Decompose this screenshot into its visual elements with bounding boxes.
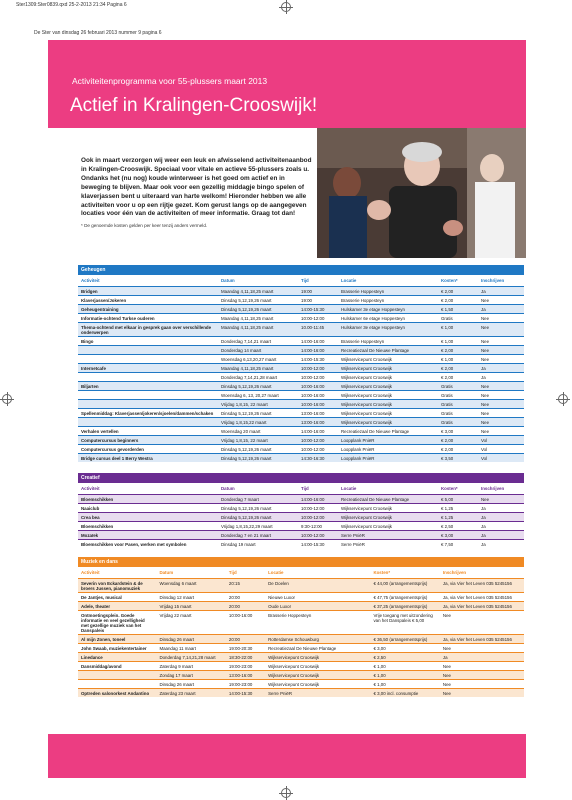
registration-mark-icon bbox=[2, 394, 12, 404]
table-cell: € 2,00 bbox=[441, 374, 454, 380]
table-cell: Hulskamer 3e etage Hoppesteyn bbox=[341, 306, 405, 312]
column-header: Tijd bbox=[298, 483, 338, 495]
table-row bbox=[78, 504, 524, 513]
table-cell: Ja bbox=[481, 306, 486, 312]
table-cell: Computercursus gevorderden bbox=[81, 446, 144, 452]
table-cell: Brasserie Hoppesteyn bbox=[341, 338, 385, 344]
table-cell: 14:00-15:30 bbox=[301, 541, 325, 547]
table-cell: Dinsdag 19 maart bbox=[221, 541, 256, 547]
table-row bbox=[78, 355, 524, 364]
table-cell: € 37,25 (arrangementsprijs) bbox=[373, 603, 428, 609]
table-cell: Serre PniëR bbox=[341, 532, 365, 538]
table-cell: Loopplank PniëR bbox=[341, 446, 375, 452]
photo-dancing-seniors bbox=[317, 128, 526, 258]
table-cell: € 7,50 bbox=[441, 541, 454, 547]
table-cell: Dinsdag 5,12,19,26 maart bbox=[221, 455, 272, 461]
table-row bbox=[78, 689, 524, 698]
table-cell: Ja, via Vier het Leven 035 5245156 bbox=[442, 594, 512, 600]
table-cell: 14:00-15:30 bbox=[301, 356, 325, 362]
section-creatief bbox=[78, 473, 524, 548]
column-header: Tijd bbox=[226, 567, 265, 579]
table-row bbox=[78, 337, 524, 346]
section-geheugen bbox=[78, 265, 524, 462]
table-cell: Hulskamer 6e etage Hoppesteyn bbox=[341, 315, 405, 321]
table-cell: € 1,00 bbox=[441, 324, 454, 330]
table-cell: Woensdag 20 maart bbox=[221, 428, 261, 434]
table-cell: Wijkservicepunt Crooswijk bbox=[341, 365, 392, 371]
table-cell bbox=[78, 346, 218, 355]
table-cell: Recreatiezaal De Nieuwe Plantage bbox=[341, 428, 410, 434]
table-cell: 20:00 bbox=[228, 594, 240, 600]
table-cell: Vol bbox=[481, 455, 488, 461]
table-cell: Vrijdag 1,8,15, 22 maart bbox=[221, 401, 268, 407]
table-cell: 10.00-11:45 bbox=[301, 324, 325, 330]
table-cell: Dinsdag 5,12,19,26 maart bbox=[221, 297, 272, 303]
table-cell: 14:00-15:30 bbox=[228, 690, 253, 696]
table-cell: Gratis bbox=[441, 401, 453, 407]
table-cell: Thema-ochtend met elkaar in gesprek gaan over verschillende onderwerpen bbox=[81, 324, 212, 335]
table-cell: Ja bbox=[481, 365, 486, 371]
table-cell: 10:00-12:00 bbox=[301, 532, 325, 538]
table-cell: € 3,00 bbox=[373, 645, 386, 651]
table-cell: Nee bbox=[481, 356, 490, 362]
table-cell: Wijkservicepunt Crooswijk bbox=[341, 505, 392, 511]
table-row bbox=[78, 522, 524, 531]
table-cell: 14:00-16:00 bbox=[301, 428, 325, 434]
table-cell: € 2,00 bbox=[441, 297, 454, 303]
table-cell: Donderdag 7,14,21,28 maart bbox=[221, 374, 278, 380]
table-cell: Linedance bbox=[81, 654, 103, 660]
table-cell: 19:00-23:00 bbox=[228, 663, 253, 669]
table-cell: Wijkservicepunt Crooswijk bbox=[341, 356, 392, 362]
column-header: Tijd bbox=[298, 275, 338, 287]
table-cell: Al mijn Zonen, toneel bbox=[81, 636, 126, 642]
table-header-row bbox=[78, 483, 524, 495]
page-header bbox=[48, 40, 526, 128]
table-cell: Rotterdamse Schouwburg bbox=[268, 636, 319, 642]
table-cell: Loopplank PniëR bbox=[341, 455, 375, 461]
table-row bbox=[78, 602, 524, 611]
cost-note: * De genoemde kosten gelden per keer tenzij anders vermeld. bbox=[81, 223, 208, 228]
table-cell: Wijkservicepunt Crooswijk bbox=[341, 383, 392, 389]
footer-band bbox=[48, 734, 526, 778]
table-cell: Vrijdag 1,8,15,22 maart bbox=[221, 419, 267, 425]
table-cell: € 1,00 bbox=[373, 663, 386, 669]
table-cell: € 2,00 bbox=[441, 347, 454, 353]
table-row bbox=[78, 436, 524, 445]
table-header-row bbox=[78, 275, 524, 287]
table-cell: Computercursus beginners bbox=[81, 437, 139, 443]
table-row bbox=[78, 495, 524, 504]
table-cell: € 1,50 bbox=[441, 306, 454, 312]
table-cell: Wijkservicepunt Crooswijk bbox=[268, 663, 320, 669]
table-row bbox=[78, 662, 524, 671]
table-cell: Recreatiezaal De Nieuwe Plantage bbox=[341, 347, 410, 353]
table-cell bbox=[78, 391, 218, 400]
activity-table bbox=[78, 567, 524, 697]
table-cell bbox=[78, 418, 218, 427]
table-cell: € 47,75 (arrangementsprijs) bbox=[373, 594, 428, 600]
table-row bbox=[78, 635, 524, 644]
table-cell: 20:00 bbox=[228, 603, 240, 609]
table-cell: De Jantjes, musical bbox=[81, 594, 122, 600]
table-cell: Gratis bbox=[441, 410, 453, 416]
table-cell: Zondag 17 maart bbox=[159, 672, 193, 678]
table-cell: Wijkservicepunt Crooswijk bbox=[341, 514, 392, 520]
column-header: Kosten* bbox=[370, 567, 439, 579]
table-cell: 10:00-16:00 bbox=[301, 383, 325, 389]
column-header: Activiteit bbox=[78, 567, 156, 579]
table-header-row bbox=[78, 567, 524, 579]
column-header: Inschrijven bbox=[478, 275, 524, 287]
table-cell: 10:00-16:00 bbox=[301, 401, 325, 407]
table-cell: 10:00-12:00 bbox=[301, 374, 325, 380]
table-cell bbox=[78, 355, 218, 364]
table-row bbox=[78, 611, 524, 635]
column-header: Inschrijven bbox=[440, 567, 524, 579]
table-cell: John Swaab, muziekentertainer bbox=[81, 645, 147, 651]
table-cell: Nee bbox=[442, 663, 451, 669]
table-cell: € 2,00 bbox=[441, 437, 454, 443]
table-cell: 14:00-16:00 bbox=[301, 338, 325, 344]
table-cell: Loopplank PniëR bbox=[341, 437, 375, 443]
table-cell: Serre PniëR bbox=[268, 690, 293, 696]
table-cell: 19:00 bbox=[301, 297, 312, 303]
table-cell: Bloemschikken bbox=[81, 496, 114, 502]
table-cell: Donderdag 7 en 21 maart bbox=[221, 532, 272, 538]
table-cell: Gratis bbox=[441, 315, 453, 321]
table-cell: Ja, via Vier het Leven 035 5245156 bbox=[442, 580, 512, 586]
table-cell: Brasserie Hoppesteyn bbox=[341, 297, 385, 303]
table-cell: Dinsdag 5,12,19,26 maart bbox=[221, 306, 272, 312]
table-cell: Nee bbox=[481, 324, 490, 330]
table-cell bbox=[78, 671, 156, 680]
table-cell: Adele, theater bbox=[81, 603, 111, 609]
table-cell: Biljarten bbox=[81, 383, 99, 389]
table-row bbox=[78, 427, 524, 436]
table-cell bbox=[78, 680, 156, 689]
table-cell: Nee bbox=[481, 338, 490, 344]
table-cell: Dinsdag 5,12,19,26 maart bbox=[221, 505, 272, 511]
table-cell: Nee bbox=[481, 347, 490, 353]
table-row bbox=[78, 364, 524, 373]
table-cell: Maandag 4,11,18,25 maart bbox=[221, 365, 274, 371]
table-cell: Severin von Eckardstein & de broers Jussen, pianomuziek bbox=[81, 580, 143, 591]
table-cell: Dinsdag 26 maart bbox=[159, 636, 195, 642]
table-row bbox=[78, 644, 524, 653]
table-cell: Recreatiezaal De Nieuwe Plantage bbox=[268, 645, 337, 651]
table-cell: Gratis bbox=[441, 419, 453, 425]
table-row bbox=[78, 418, 524, 427]
table-cell: 10:00-12:00 bbox=[301, 514, 325, 520]
table-cell: Dinsdag 5,12,19,26 maart bbox=[221, 514, 272, 520]
header-subtitle: Activiteitenprogramma voor 55-plussers maart 2013 bbox=[72, 76, 268, 86]
table-row bbox=[78, 400, 524, 409]
table-cell: Vrijdag 1,8,15,22,29 maart bbox=[221, 523, 273, 529]
table-cell: 14:30-16:30 bbox=[301, 455, 325, 461]
table-cell: 10:00-12:00 bbox=[301, 315, 325, 321]
column-header: Locatie bbox=[265, 567, 370, 579]
table-cell: € 3,00 incl. consumptie bbox=[373, 690, 419, 696]
table-cell: € 1,00 bbox=[441, 356, 454, 362]
table-cell: Zaterdag 23 maart bbox=[159, 690, 196, 696]
table-cell: Wijkservicepunt Crooswijk bbox=[268, 654, 320, 660]
table-cell: 19:00 bbox=[301, 288, 312, 294]
table-cell: Crea bea bbox=[81, 514, 100, 520]
table-cell: Hulskamer 3e etage Hoppesteyn bbox=[341, 324, 405, 330]
table-cell: € 3,00 bbox=[441, 428, 454, 434]
column-header: Datum bbox=[218, 483, 298, 495]
table-cell: 10:00-16:00 bbox=[228, 612, 253, 618]
table-cell: Ja bbox=[442, 654, 448, 660]
table-cell: Nee bbox=[442, 672, 451, 678]
section-title: Geheugen bbox=[78, 265, 524, 275]
registration-mark-icon bbox=[281, 788, 291, 798]
table-cell: € 3,00 bbox=[441, 532, 454, 538]
table-cell: Dinsdag 12 maart bbox=[159, 594, 195, 600]
table-cell: 10:00-12:00 bbox=[301, 505, 325, 511]
table-cell: Woensdag 6, 13, 20,27 maart bbox=[221, 392, 279, 398]
table-cell: Vol bbox=[481, 446, 488, 452]
table-row bbox=[78, 579, 524, 593]
table-cell: € 36,50 (arrangementsprijs) bbox=[373, 636, 428, 642]
table-cell: Nee bbox=[442, 681, 451, 687]
table-cell: € 2,00 bbox=[441, 446, 454, 452]
table-cell: Nee bbox=[442, 690, 451, 696]
intro-text: Ook in maart verzorgen wij weer een leuk en afwisselend activiteitenaanbod in Kralingen-Crooswijk. Speciaal voor vitale en actieve 55-plussers zoals u. Ondanks het (nu nog) koude winterweer is het goed om actief en in beweging te blijven. Maar ook voor een gezellig middagje bingo spelen of klaverjassen bent u uiteraard van harte welkom! Hieronder hebben we alle activiteiten voor u op een rijtje gezet. Kom gerust langs op de aangegeven locaties voor één van de activiteiten of meer informatie. Graag tot dan! bbox=[81, 157, 312, 218]
table-row bbox=[78, 373, 524, 382]
table-cell: Bloemschikken bbox=[81, 523, 114, 529]
table-cell: Donderdag 14 maart bbox=[221, 347, 262, 353]
table-row bbox=[78, 323, 524, 337]
table-cell: Dinsdag 5,12,19,26 maart bbox=[221, 446, 272, 452]
table-cell: Wijkservicepunt Crooswijk bbox=[341, 392, 392, 398]
table-cell: Wijkservicepunt Crooswijk bbox=[268, 672, 320, 678]
registration-mark-icon bbox=[281, 2, 291, 12]
table-cell: Spellenmiddag: Klaverjassen/jokeren/sjoelen/dammen/schaken bbox=[81, 410, 214, 416]
table-cell: € 5,00 bbox=[441, 496, 454, 502]
table-cell: Naaiclub bbox=[81, 505, 100, 511]
table-cell: Ja bbox=[481, 374, 486, 380]
table-row bbox=[78, 296, 524, 305]
table-row bbox=[78, 680, 524, 689]
table-cell: Gratis bbox=[441, 392, 453, 398]
table-row bbox=[78, 314, 524, 323]
table-cell: € 1,25 bbox=[441, 514, 454, 520]
table-row bbox=[78, 513, 524, 522]
table-row bbox=[78, 305, 524, 314]
table-row bbox=[78, 671, 524, 680]
table-cell: Dansmiddag/avond bbox=[81, 663, 122, 669]
table-cell: Brasserie Hoppesteyn bbox=[268, 612, 312, 618]
table-cell: Informatie-ochtend Turkse ouderen bbox=[81, 315, 155, 321]
column-header: Kosten* bbox=[438, 275, 478, 287]
table-cell: € 3,50 bbox=[441, 455, 454, 461]
running-head: De Ster van dinsdag 26 februari 2013 nummer 9 pagina 6 bbox=[34, 30, 162, 36]
table-cell: Serre PniëR bbox=[341, 541, 365, 547]
table-cell: Wijkservicepunt Crooswijk bbox=[341, 419, 392, 425]
table-cell: Nee bbox=[481, 419, 490, 425]
table-cell: 13:00-16:00 bbox=[301, 419, 325, 425]
table-cell: 9:30-12:00 bbox=[301, 523, 322, 529]
table-cell: Ontmoetingsplein. Goede informatie en veel gezelligheid met gezellige muziek van het Danspaleis bbox=[81, 612, 145, 633]
table-row bbox=[78, 382, 524, 391]
table-cell: 20:15 bbox=[228, 580, 240, 586]
activity-table bbox=[78, 483, 524, 548]
table-cell: Maandag 4,11,18,25 maart bbox=[221, 288, 274, 294]
table-cell: Geheugentraining bbox=[81, 306, 119, 312]
table-cell: Dinsdag 5,12,19,26 maart bbox=[221, 410, 272, 416]
print-slug: Ster1309:Ster0839.qxd 25-2-2013 21:34 Pagina 6 bbox=[16, 2, 127, 8]
table-cell: Bingo bbox=[81, 338, 94, 344]
table-cell: Ja bbox=[481, 505, 486, 511]
table-cell: Nee bbox=[481, 401, 490, 407]
table-cell: Nee bbox=[481, 297, 490, 303]
table-cell: Nee bbox=[481, 383, 490, 389]
registration-mark-icon bbox=[558, 394, 568, 404]
table-cell: Maandag 4,11,18,25 maart bbox=[221, 324, 274, 330]
table-cell: € 44,00 (arrangementsprijs) bbox=[373, 580, 428, 586]
table-cell: € 2,00 bbox=[441, 288, 454, 294]
table-row bbox=[78, 409, 524, 418]
section-title: Muziek en dans bbox=[78, 557, 524, 567]
table-cell: 10:00-12:00 bbox=[301, 446, 325, 452]
section-muziek-en-dans bbox=[78, 557, 524, 697]
table-cell: Nee bbox=[481, 392, 490, 398]
column-header: Activiteit bbox=[78, 483, 218, 495]
table-cell: Wijkservicepunt Crooswijk bbox=[341, 410, 392, 416]
table-cell: 19:00-23:00 bbox=[228, 681, 253, 687]
table-cell: Gratis bbox=[441, 383, 453, 389]
table-cell: Woensdag 6,13,20,27 maart bbox=[221, 356, 277, 362]
table-cell: 18:30-22:00 bbox=[228, 654, 253, 660]
table-cell: Nieuwe Luxor bbox=[268, 594, 295, 600]
table-cell: Zaterdag 9 maart bbox=[159, 663, 194, 669]
table-cell: Optreden salonorkest Andantino bbox=[81, 690, 150, 696]
table-cell: € 2,00 bbox=[441, 365, 454, 371]
table-row bbox=[78, 653, 524, 662]
table-cell: Woensdag 6 maart bbox=[159, 580, 197, 586]
table-cell: 10:00-12:00 bbox=[301, 365, 325, 371]
table-cell: Mozaïek bbox=[81, 532, 99, 538]
table-cell: Donderdag 7,14,21 maart bbox=[221, 338, 272, 344]
table-cell: Brasserie Hoppesteyn bbox=[341, 288, 385, 294]
table-cell: Nee bbox=[442, 612, 451, 618]
table-row bbox=[78, 445, 524, 454]
table-cell: 20:00 bbox=[228, 636, 240, 642]
table-row bbox=[78, 287, 524, 296]
table-cell: Ja bbox=[481, 541, 486, 547]
table-cell: € 2,50 bbox=[441, 523, 454, 529]
table-row bbox=[78, 540, 524, 549]
table-cell: € 1,25 bbox=[441, 505, 454, 511]
table-cell: 14:00-16:00 bbox=[301, 496, 325, 502]
section-title: Creatief bbox=[78, 473, 524, 483]
column-header: Locatie bbox=[338, 275, 438, 287]
table-cell: Vol bbox=[481, 437, 488, 443]
table-cell: Wijkservicepunt Crooswijk bbox=[341, 401, 392, 407]
table-cell: € 2,50 bbox=[373, 654, 386, 660]
table-cell: Donderdag 7 maart bbox=[221, 496, 259, 502]
table-cell: € 1,00 bbox=[373, 681, 386, 687]
table-cell: Bloemschikken voor Pasen, werken met symbolen bbox=[81, 541, 187, 547]
table-cell: Maandag 11 maart bbox=[159, 645, 196, 651]
table-cell: Vrijdag 22 maart bbox=[159, 612, 192, 618]
table-cell: Dinsdag 26 maart bbox=[159, 681, 195, 687]
table-row bbox=[78, 346, 524, 355]
table-cell: Wijkservicepunt Crooswijk bbox=[341, 374, 392, 380]
column-header: Datum bbox=[156, 567, 225, 579]
table-cell: Ja, via Vier het Leven 035 5245156 bbox=[442, 603, 512, 609]
table-cell: Verhalen vertellen bbox=[81, 428, 119, 434]
column-header: Locatie bbox=[338, 483, 438, 495]
table-cell: 14:00-15:30 bbox=[301, 306, 325, 312]
page-title: Actief in Kralingen-Crooswijk! bbox=[70, 95, 318, 116]
table-cell: Nee bbox=[481, 428, 490, 434]
table-cell: Bridge cursus deel 1 Berry Westra bbox=[81, 455, 153, 461]
table-cell: Vrijdag 15 maart bbox=[159, 603, 192, 609]
table-cell: Nee bbox=[481, 496, 490, 502]
table-cell: Klaverjassen/Jokeren bbox=[81, 297, 127, 303]
table-cell: Vrije toegang met uitzondering van het Danspaleis € 5,00 bbox=[373, 612, 433, 623]
table-row bbox=[78, 391, 524, 400]
column-header: Kosten* bbox=[438, 483, 478, 495]
table-cell: Recreatiezaal De Nieuwe Plantage bbox=[341, 496, 410, 502]
table-cell: Vrijdag 1,8,15, 22 maart bbox=[221, 437, 268, 443]
table-cell: Ja bbox=[481, 523, 486, 529]
table-cell: Donderdag 7,14,21,28 maart bbox=[159, 654, 216, 660]
table-cell: 10:00-16:00 bbox=[301, 392, 325, 398]
table-cell: Nee bbox=[481, 410, 490, 416]
table-cell: 10:00-12:00 bbox=[301, 437, 325, 443]
table-cell: Internetcafe bbox=[81, 365, 106, 371]
table-cell: 19:00-20:30 bbox=[228, 645, 253, 651]
table-cell bbox=[78, 400, 218, 409]
table-cell: Ja bbox=[481, 288, 486, 294]
table-cell: Nee bbox=[442, 645, 451, 651]
column-header: Datum bbox=[218, 275, 298, 287]
table-cell: De Doelen bbox=[268, 580, 289, 586]
table-cell: Bridgen bbox=[81, 288, 98, 294]
table-cell: Ja bbox=[481, 532, 486, 538]
table-row bbox=[78, 454, 524, 463]
table-cell: 13:00-16:00 bbox=[301, 410, 325, 416]
table-cell: € 1,00 bbox=[441, 338, 454, 344]
table-cell: Wijkservicepunt Crooswijk bbox=[341, 523, 392, 529]
table-cell: Wijkservicepunt Crooswijk bbox=[268, 681, 320, 687]
column-header: Activiteit bbox=[78, 275, 218, 287]
table-cell: Ja, via Vier het Leven 035 5245156 bbox=[442, 636, 512, 642]
table-cell: 14:00-16:00 bbox=[301, 347, 325, 353]
column-header: Inschrijven bbox=[478, 483, 524, 495]
table-cell: Maandag 4,11,18,25 maart bbox=[221, 315, 274, 321]
table-cell: Nee bbox=[481, 315, 490, 321]
table-cell: € 1,00 bbox=[373, 672, 386, 678]
table-row bbox=[78, 531, 524, 540]
table-cell: Oude Luxor bbox=[268, 603, 292, 609]
table-cell bbox=[78, 373, 218, 382]
activity-table bbox=[78, 275, 524, 462]
table-cell: 13:00-16:00 bbox=[228, 672, 253, 678]
table-row bbox=[78, 593, 524, 602]
table-cell: Dinsdag 5,12,19,26 maart bbox=[221, 383, 272, 389]
table-cell: Ja bbox=[481, 514, 486, 520]
